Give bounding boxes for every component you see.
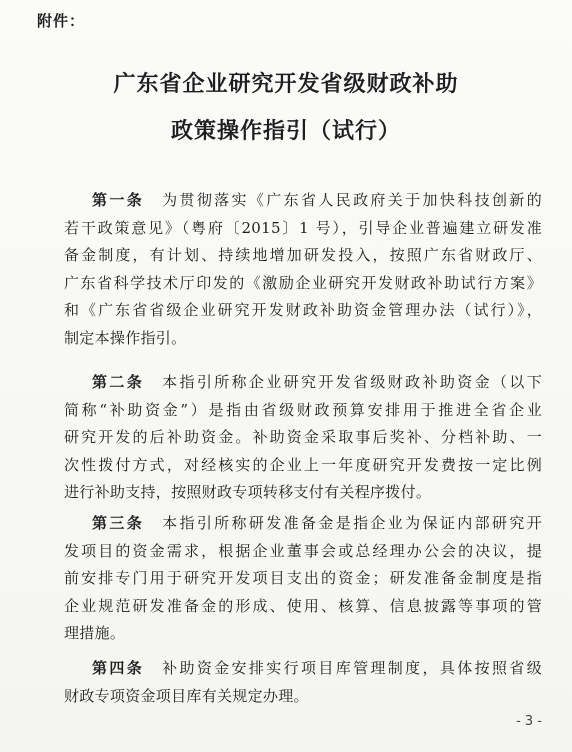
article-4-line-2: 财政专项资金项目库有关规定办理。 [64, 686, 309, 705]
attachment-label: 附件： [37, 12, 86, 30]
article-2-line-3: 研究开发的后补助资金。补助资金采取事后奖补、分档补助、一 [64, 428, 542, 446]
article-label: 第一条 [92, 191, 145, 209]
article-2-line-1: 本指引所称企业研究开发省级财政补助资金（以下 [162, 373, 542, 391]
article-3 [64, 510, 542, 648]
article-1-line-2: 若干政策意见》（粤府〔2015〕1 号），引导企业普遍建立研发准 [64, 218, 542, 237]
document-title-line-2: 政策操作指引（试行） [170, 119, 401, 144]
article-1 [64, 187, 542, 352]
article-label: 第二条 [92, 373, 145, 391]
article-1-line-6: 制定本操作指引。 [64, 328, 187, 347]
article-3-line-5: 理措施。 [64, 624, 126, 642]
document-title-line-1: 广东省企业研究开发省级财政补助 [113, 72, 459, 97]
article-1-line-5: 和《广东省省级企业研究开发财政补助资金管理办法（试行）》， [64, 301, 542, 319]
article-2-line-4: 次性拨付方式，对经核实的企业上一年度研究开发费按一定比例 [64, 455, 542, 474]
article-1-line-3: 备金制度，有计划、持续地增加研发投入，按照广东省财政厅、 [64, 246, 542, 264]
article-4 [64, 655, 542, 710]
article-1-line-1: 为贯彻落实《广东省人民政府关于加快科技创新的 [162, 191, 542, 209]
article-label: 第四条 [92, 659, 145, 677]
article-3-line-1: 本指引所称研发准备金是指企业为保证内部研究开 [162, 514, 542, 532]
article-2-line-5: 进行补助支持，按照财政专项转移支付有关程序拨付。 [64, 483, 432, 501]
article-2 [64, 369, 542, 507]
article-1-line-4: 广东省科学技术厅印发的《激励企业研究开发财政补助试行方案》 [64, 273, 542, 292]
article-3-line-2: 发项目的资金需求，根据企业董事会或总经理办公会的决议，提 [64, 541, 542, 560]
article-3-line-3: 前安排专门用于研究开发项目支出的资金；研发准备金制度是指 [64, 569, 542, 587]
article-3-line-4: 企业规范研发准备金的形成、使用、核算、信息披露等事项的管 [64, 596, 542, 615]
page-number: - 3 - [516, 714, 542, 729]
article-4-line-1: 补助资金安排实行项目库管理制度，具体按照省级 [162, 659, 542, 677]
article-2-line-2: 简称“补助资金”）是指由省级财政预算安排用于推进全省企业 [64, 400, 542, 419]
article-label: 第三条 [92, 514, 145, 532]
